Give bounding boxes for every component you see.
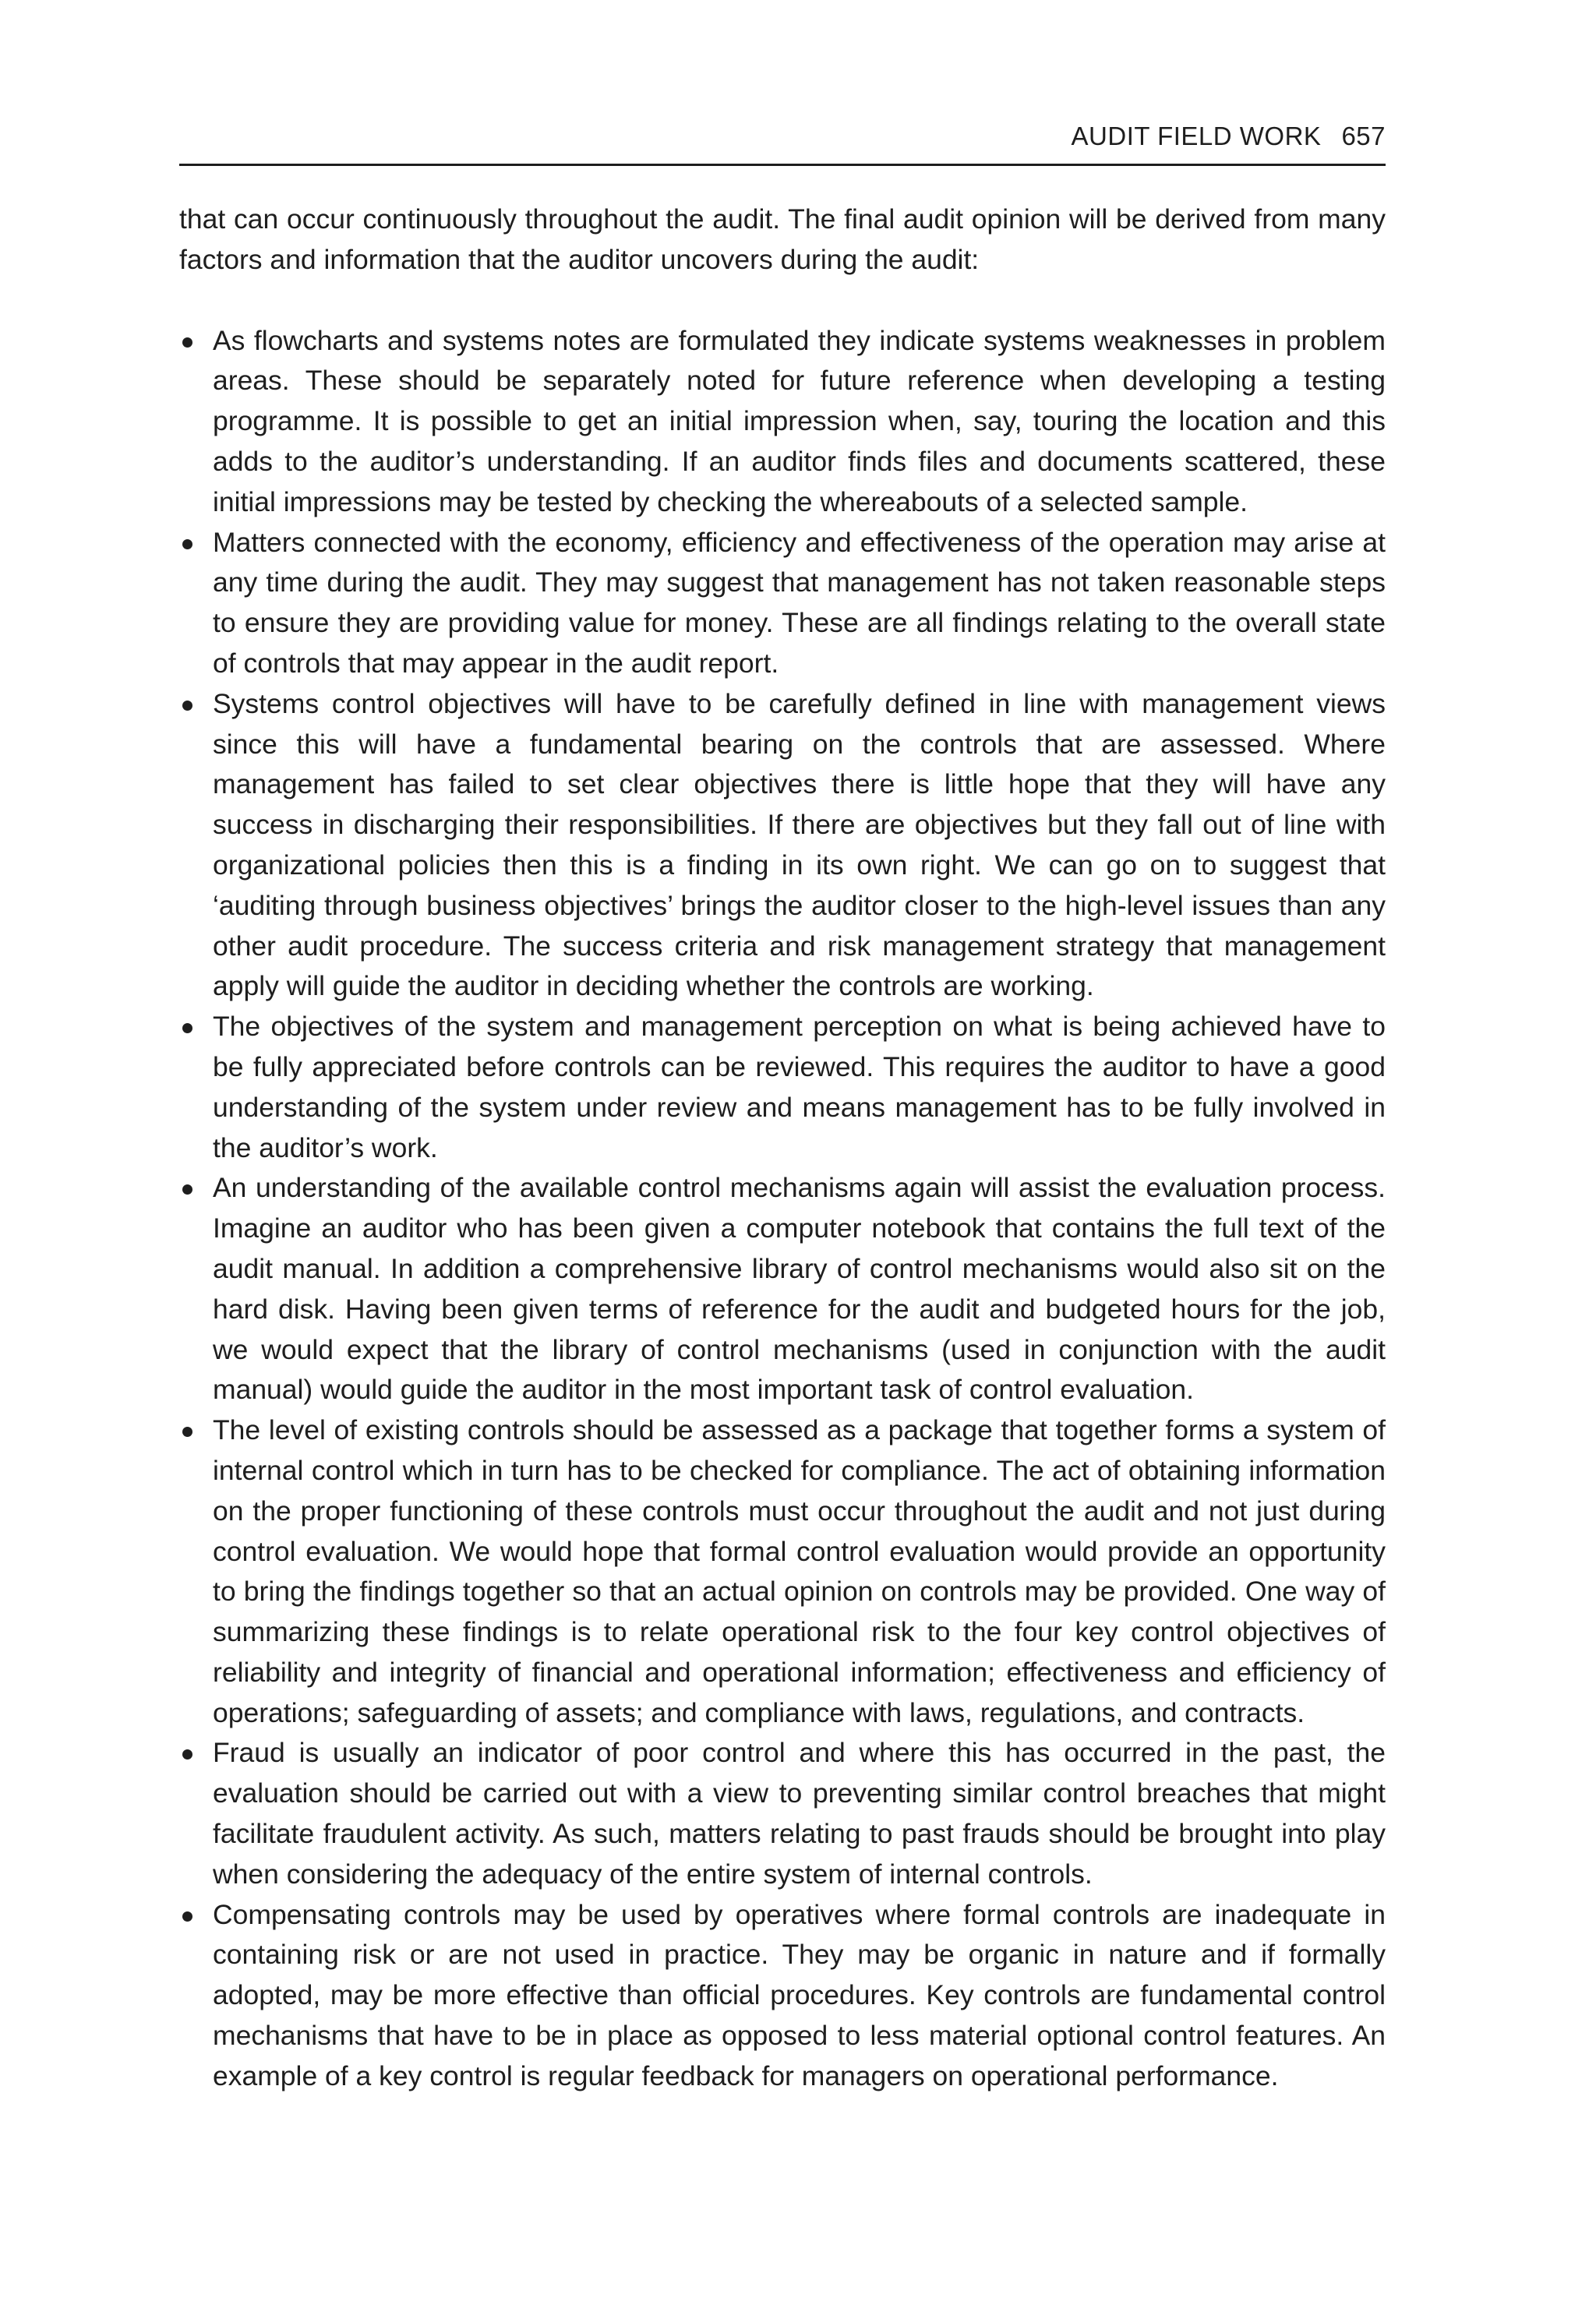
- list-item-text: The level of existing controls should be assessed as a package that together forms a system of internal control which in turn has to be checked for compliance. The act of obtaining information on the proper functioning of these controls must occur throughout the audit and not just during control evaluation. We would hope that formal control evaluation would provide an opportunity to bring the findings together so that an actual opinion on controls may be provided. One way of summarizing these findings is to relate operational risk to the four key control objectives of reliability and integrity of financial and operational information; effectiveness and efficiency of operations; safeguarding of assets; and compliance with laws, regulations, and contracts.: [213, 1414, 1386, 1728]
- bullet-icon: [182, 1749, 192, 1760]
- list-item: [179, 1410, 1386, 1733]
- list-item: [179, 523, 1386, 684]
- intro-paragraph: that can occur continuously throughout the audit. The final audit opinion will be derived from many factors and information that the auditor uncovers during the audit:: [179, 203, 1386, 275]
- bullet-icon: [182, 1427, 192, 1437]
- list-item-text: Systems control objectives will have to be carefully defined in line with management views since this will have a fundamental bearing on the controls that are assessed. Where management has failed to set clear objectives there is little hope that they will have any success in discharging their responsibilities. If there are objectives but they fall out of line with organizational policies then this is a finding in its own right. We can go on to suggest that ‘auditing through business objectives’ brings the auditor closer to the high-level issues than any other audit procedure. The success criteria and risk management strategy that management apply will guide the auditor in deciding whether the controls are working.: [213, 687, 1386, 1002]
- bullet-icon: [182, 539, 192, 549]
- list-item-text: Fraud is usually an indicator of poor control and where this has occurred in the past, the evaluation should be carried out with a view to preventing similar control breaches that might facilitate fraudulent activity. As such, matters relating to past frauds should be brought into play when considering the adequacy of the entire system of internal controls.: [213, 1737, 1386, 1890]
- list-item-text: The objectives of the system and management perception on what is being achieved have to be fully appreciated before controls can be reviewed. This requires the auditor to have a good understanding of the system under review and means management has to be fully involved in the auditor’s work.: [213, 1011, 1386, 1163]
- bullet-icon: [182, 337, 192, 348]
- bullet-icon: [182, 701, 192, 711]
- bullet-icon: [182, 1184, 192, 1195]
- header-text: [1072, 122, 1386, 151]
- bullet-list: [179, 321, 1386, 2097]
- running-header: [179, 117, 1386, 166]
- list-item: [179, 1007, 1386, 1168]
- list-item: [179, 684, 1386, 1007]
- list-item-text: Compensating controls may be used by operatives where formal controls are inadequate in containing risk or are not used in practice. They may be organic in nature and if formally adopted, may be more effective than official procedures. Key controls are fundamental control mechanisms that have to be in place as opposed to less material optional control features. An example of a key control is regular feedback for managers on operational performance.: [213, 1898, 1386, 2091]
- list-item: [179, 321, 1386, 523]
- list-item-text: As flowcharts and systems notes are formulated they indicate systems weaknesses in problem areas. These should be separately noted for future reference when developing a testing programme. It is possible to get an initial impression when, say, touring the location and this adds to the auditor’s understanding. If an auditor finds files and documents scattered, these initial impressions may be tested by checking the whereabouts of a selected sample.: [213, 324, 1386, 517]
- list-item: [179, 1733, 1386, 1894]
- section-title: AUDIT FIELD WORK: [1071, 122, 1322, 150]
- list-item-text: An understanding of the available control mechanisms again will assist the evaluation process. Imagine an auditor who has been given a computer notebook that contains the full text of the audit manual. In addition a comprehensive library of control mechanisms would also sit on the hard disk. Having been given terms of reference for the audit and budgeted hours for the job, we would expect that the library of control mechanisms (used in conjunction with the audit manual) would guide the auditor in the most important task of control evaluation.: [213, 1172, 1386, 1406]
- page-number: 657: [1341, 122, 1386, 150]
- body-text: [179, 199, 1386, 2097]
- bullet-icon: [182, 1023, 192, 1033]
- list-item: [179, 1895, 1386, 2097]
- list-item-text: Matters connected with the economy, efficiency and effectiveness of the operation may arise at any time during the audit. They may suggest that management has not taken reasonable steps to ensure they are providing value for money. These are all findings relating to the overall state of controls that may appear in the audit report.: [213, 526, 1386, 679]
- bullet-icon: [182, 1911, 192, 1922]
- list-item: [179, 1168, 1386, 1410]
